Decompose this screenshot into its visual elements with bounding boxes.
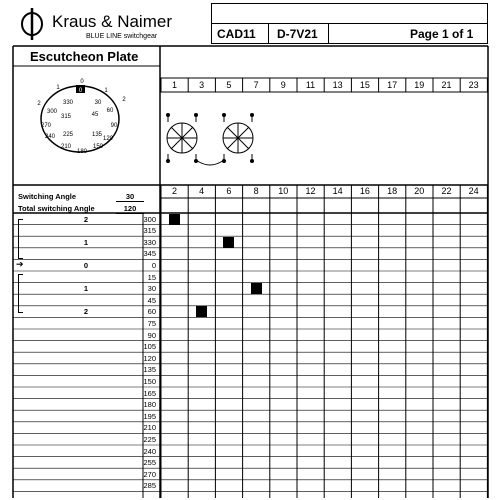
angle-row-label: 45 (147, 295, 156, 305)
angle-row-label: 285 (143, 481, 156, 491)
angle-row-label: 120 (143, 353, 156, 363)
variant-code: D-7V21 (277, 27, 318, 41)
svg-text:135: 135 (91, 132, 103, 138)
svg-text:2: 2 (37, 101, 41, 107)
top-terminal-number: 19 (414, 80, 425, 90)
svg-text:315: 315 (60, 114, 72, 120)
angle-row-label: 60 (147, 307, 156, 317)
bottom-terminal-number: 22 (441, 186, 452, 196)
angle-row-label: 180 (143, 400, 156, 410)
bottom-terminal-number: 4 (199, 186, 205, 196)
bottom-terminal-number: 6 (226, 186, 232, 196)
svg-text:2: 2 (122, 97, 126, 103)
top-terminal-number: 17 (387, 80, 398, 90)
svg-text:150: 150 (92, 144, 104, 150)
angle-row-label: 270 (143, 469, 156, 479)
svg-text:1: 1 (56, 85, 60, 91)
contact-closed-mark (169, 214, 180, 225)
angle-row-label: 195 (143, 411, 156, 421)
brand-name: Kraus & Naimer (52, 12, 172, 31)
total-angle-value: 120 (116, 204, 144, 214)
svg-text:60: 60 (106, 108, 114, 114)
position-label: 1 (83, 284, 89, 294)
svg-text:1: 1 (104, 88, 108, 94)
escutcheon-dial (20, 72, 140, 172)
svg-text:210: 210 (60, 144, 72, 150)
position-bracket (18, 219, 23, 259)
angle-row-label: 15 (147, 272, 156, 282)
angle-row-label: 225 (143, 434, 156, 444)
angle-row-label: 210 (143, 423, 156, 433)
bottom-terminal-number: 8 (253, 186, 259, 196)
top-terminal-number: 21 (441, 80, 452, 90)
svg-text:180: 180 (76, 149, 88, 155)
top-terminal-number: 13 (332, 80, 343, 90)
angle-row-label: 150 (143, 376, 156, 386)
svg-text:270: 270 (40, 123, 52, 129)
position-label: 0 (83, 260, 89, 270)
angle-row-label: 240 (143, 446, 156, 456)
top-terminal-number: 7 (253, 80, 259, 90)
angle-row-label: 345 (143, 249, 156, 259)
bottom-terminal-number: 2 (171, 186, 177, 196)
bottom-terminal-number: 10 (278, 186, 289, 196)
angle-row-label: 90 (147, 330, 156, 340)
svg-text:225: 225 (62, 132, 74, 138)
angle-row-label: 135 (143, 365, 156, 375)
svg-text:90: 90 (110, 123, 118, 129)
angle-row-label: 0 (151, 260, 156, 270)
switching-angle-label: Switching Angle (18, 192, 77, 201)
bottom-terminal-number: 20 (414, 186, 425, 196)
plate-title: Escutcheon Plate (30, 49, 139, 64)
angle-row-label: 315 (143, 226, 156, 236)
contact-closed-mark (251, 283, 262, 294)
svg-text:0: 0 (80, 79, 84, 85)
switching-angle-value: 30 (116, 192, 144, 202)
angle-row-label: 165 (143, 388, 156, 398)
bottom-terminal-number: 18 (387, 186, 398, 196)
contact-diagram (160, 110, 280, 180)
svg-text:120: 120 (102, 136, 114, 142)
angle-row-label: 105 (143, 342, 156, 352)
svg-text:330: 330 (62, 100, 74, 106)
position-label: 1 (83, 237, 89, 247)
svg-text:240: 240 (44, 134, 56, 140)
top-terminal-number: 5 (226, 80, 232, 90)
top-terminal-number: 3 (199, 80, 205, 90)
top-terminal-number: 23 (468, 80, 479, 90)
svg-text:300: 300 (46, 109, 58, 115)
top-terminal-number: 15 (359, 80, 370, 90)
angle-row-label: 330 (143, 237, 156, 247)
svg-text:30: 30 (94, 100, 102, 106)
top-terminal-number: 9 (280, 80, 286, 90)
position-bracket (18, 274, 23, 312)
angle-row-label: 300 (143, 214, 156, 224)
contact-closed-mark (223, 237, 234, 248)
total-angle-label: Total switching Angle (18, 204, 95, 213)
angle-row-label: 255 (143, 458, 156, 468)
bottom-terminal-number: 12 (305, 186, 316, 196)
position-label: 2 (83, 307, 89, 317)
svg-text:45: 45 (91, 112, 99, 118)
top-terminal-number: 11 (305, 80, 316, 90)
rest-position-arrow-icon: ➔ (16, 259, 24, 270)
bottom-terminal-number: 14 (332, 186, 343, 196)
position-label: 2 (83, 214, 89, 224)
contact-closed-mark (196, 306, 207, 317)
page-indicator: Page 1 of 1 (410, 27, 474, 41)
bottom-terminal-number: 16 (359, 186, 370, 196)
bottom-terminal-number: 24 (468, 186, 479, 196)
top-terminal-number: 1 (171, 80, 177, 90)
angle-row-label: 30 (147, 284, 156, 294)
dial-marker-label: 0 (78, 88, 83, 94)
switch-code: CAD11 (217, 27, 256, 41)
angle-row-label: 75 (147, 318, 156, 328)
brand-tagline: BLUE LINE switchgear (86, 33, 158, 40)
